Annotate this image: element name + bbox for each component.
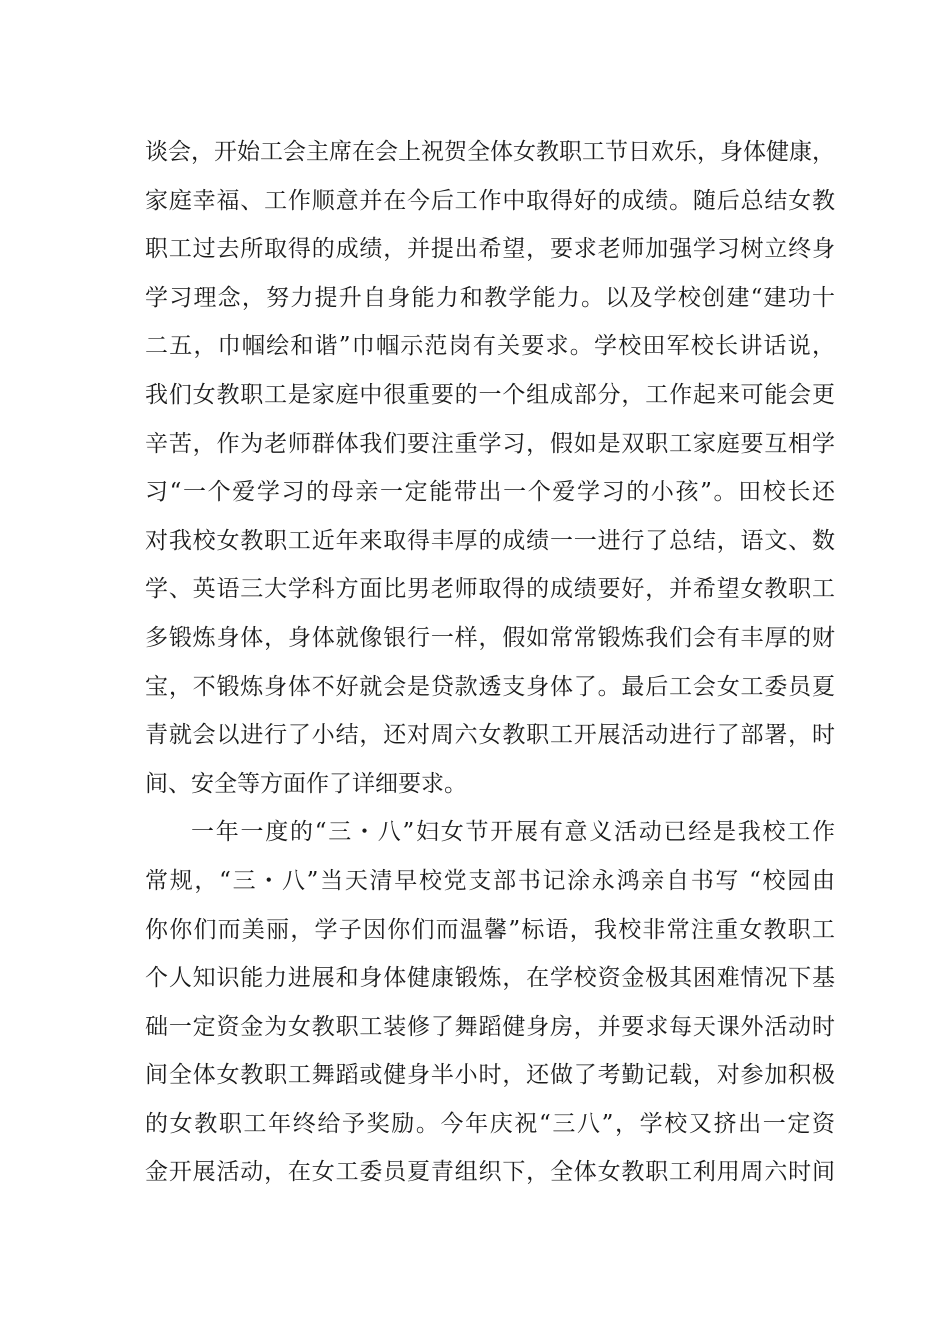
text-line: 多锻炼身体，身体就像银行一样，假如常常锻炼我们会有丰厚的财 (145, 624, 835, 651)
text-line: 的女教职工年终给予奖励。今年庆祝“三八”，学校又挤出一定资 (145, 1110, 835, 1137)
text-line: 习“一个爱学习的母亲一定能带出一个爱学习的小孩”。田校长还 (145, 479, 835, 506)
text-line: 辛苦，作为老师群体我们要注重学习，假如是双职工家庭要互相学 (145, 430, 835, 457)
text-line: 家庭幸福、工作顺意并在今后工作中取得好的成绩。随后总结女教 (145, 187, 835, 214)
text-line: 职工过去所取得的成绩，并提出希望，要求老师加强学习树立终身 (145, 236, 835, 263)
text-line: 谈会，开始工会主席在会上祝贺全体女教职工节日欢乐，身体健康， (145, 139, 835, 165)
text-line: 础一定资金为女教职工装修了舞蹈健身房，并要求每天课外活动时 (145, 1013, 835, 1040)
paragraph-2 (145, 808, 835, 1197)
text-line: 常规，“三・八”当天清早校党支部书记涂永鸿亲自书写 “校园由 (145, 867, 835, 894)
text-line: 金开展活动，在女工委员夏青组织下，全体女教职工利用周六时间 (145, 1159, 835, 1186)
paragraph-1 (145, 128, 835, 808)
text-line: 你你们而美丽，学子因你们而温馨”标语，我校非常注重女教职工 (145, 916, 835, 943)
text-line: 个人知识能力进展和身体健康锻炼，在学校资金极其困难情况下基 (145, 965, 835, 992)
text-line: 一年一度的“三・八”妇女节开展有意义活动已经是我校工作 (191, 819, 835, 846)
text-line: 对我校女教职工近年来取得丰厚的成绩一一进行了总结，语文、数 (145, 527, 835, 554)
text-line: 二五，巾帼绘和谐”巾帼示范岗有关要求。学校田军校长讲话说， (145, 333, 835, 360)
text-line: 我们女教职工是家庭中很重要的一个组成部分，工作起来可能会更 (145, 381, 835, 408)
body-text (145, 128, 835, 1197)
text-line: 间全体女教职工舞蹈或健身半小时，还做了考勤记载，对参加积极 (145, 1062, 835, 1089)
text-line: 宝，不锻炼身体不好就会是贷款透支身体了。最后工会女工委员夏 (145, 673, 835, 700)
text-line: 学习理念，努力提升自身能力和教学能力。以及学校创建“建功十 (145, 284, 835, 311)
text-line: 学、英语三大学科方面比男老师取得的成绩要好，并希望女教职工 (145, 576, 835, 603)
text-line: 青就会以进行了小结，还对周六女教职工开展活动进行了部署，时 (145, 722, 835, 749)
text-line: 间、安全等方面作了详细要求。 (145, 770, 467, 797)
